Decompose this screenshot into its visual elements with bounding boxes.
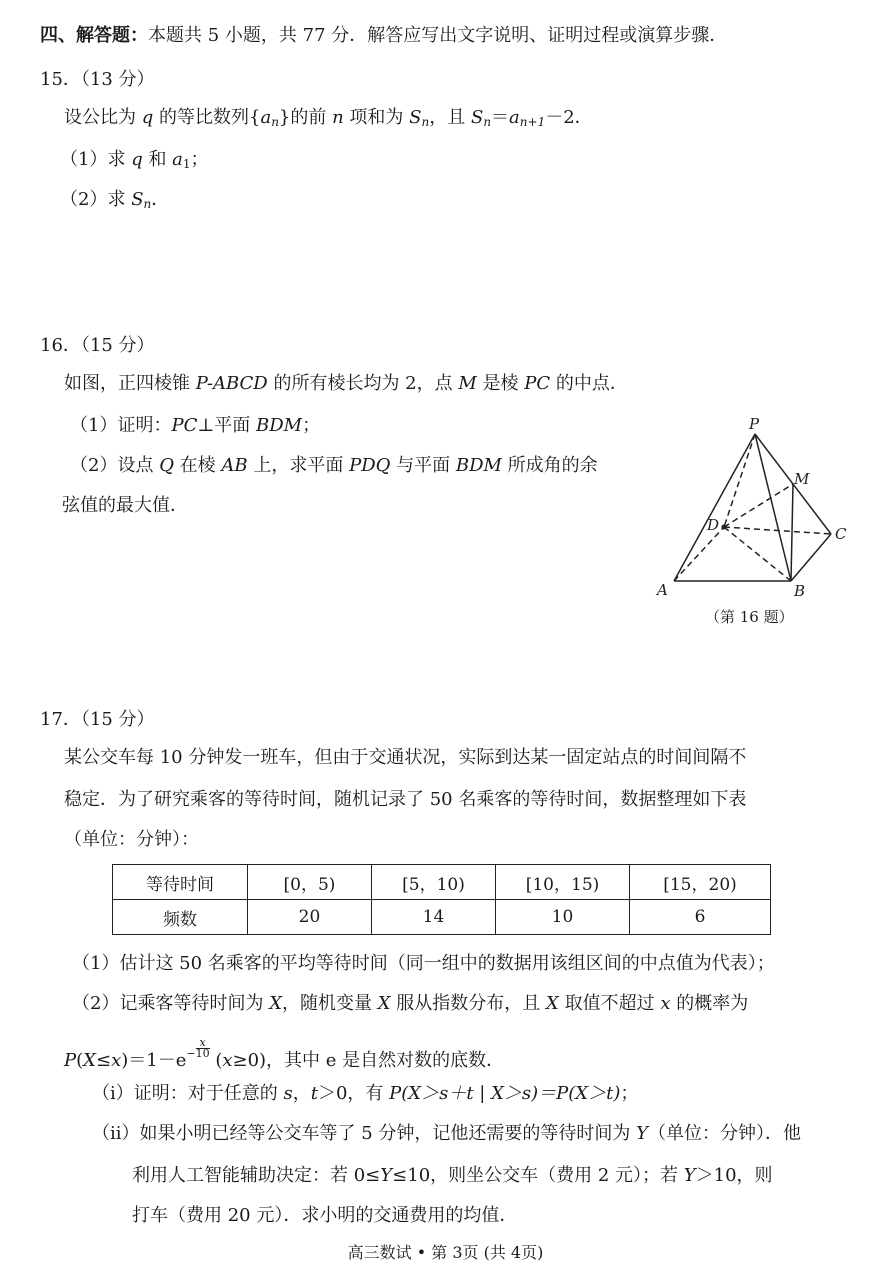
q17-formula: P(X≤x)＝1－e− $\frac{x}{10}$ (x≥0)，其中 e 是自然对数的底数． xyxy=(64,1036,505,1071)
q17-sub2-line1: （ii）如果小明已经等公交车等了 5 分钟，记他还需要的等待时间为 Y（单位：分钟）．他 xyxy=(92,1123,802,1144)
q16-part2-cont: 弦值的最大值． xyxy=(62,495,188,516)
label-B: B xyxy=(794,582,806,600)
q16-stem: 如图，正四棱锥 P-ABCD 的所有棱长均为 2，点 M 是棱 PC 的中点． xyxy=(64,373,628,394)
q15-stem: 设公比为 q 的等比数列$\{a_n\}$的前 n 项和为 $S_n$，且 $S_n=a_{n+1}-2$． xyxy=(64,107,593,129)
q17-sub1: （i）证明：对于任意的 s，t＞0，有 P(X＞s＋t | X＞s)＝P(X＞t)； xyxy=(92,1083,639,1104)
table-header-cell: 频数 xyxy=(113,900,248,935)
label-C: C xyxy=(835,525,847,543)
label-D: D xyxy=(707,516,720,534)
label-M: M xyxy=(794,470,810,488)
page-footer: 高三数试 • 第 3页 (共 4页) xyxy=(347,1243,544,1262)
q16-part2: （2）设点 Q 在棱 AB 上，求平面 PDQ 与平面 BDM 所成角的余 xyxy=(70,455,598,476)
edge-DM xyxy=(724,484,793,527)
q17-header: 17．（15 分） xyxy=(40,709,155,730)
edge-BM xyxy=(791,484,793,581)
exponent-fraction: − $\frac{x}{10}$ xyxy=(186,1036,210,1060)
section-header xyxy=(40,22,727,50)
table-cell: 10 xyxy=(496,900,630,935)
q17-sub2-line2: 利用人工智能辅助决定：若 0≤Y≤10，则坐公交车（费用 2 元）；若 Y＞10，则 xyxy=(132,1165,773,1186)
table-row xyxy=(113,865,771,900)
edge-PA xyxy=(674,434,755,581)
table-row xyxy=(113,900,771,935)
q17-part1: （1）估计这 50 名乘客的平均等待时间（同一组中的数据用该组区间的中点值为代表）； xyxy=(72,953,775,974)
table-cell: [5，10) xyxy=(372,865,496,900)
section-label: 四、解答题： xyxy=(40,25,148,46)
q17-stem-line2: 稳定．为了研究乘客的等待时间，随机记录了 50 名乘客的等待时间，数据整理如下表 xyxy=(64,789,747,810)
table-cell: 20 xyxy=(248,900,372,935)
q17-stem-line3: （单位：分钟）： xyxy=(64,829,199,850)
q17-stem-line1: 某公交车每 10 分钟发一班车，但由于交通状况，实际到达某一固定站点的时间间隔不 xyxy=(64,747,747,768)
table-cell: [10，15) xyxy=(496,865,630,900)
section-text: 本题共 5 小题，共 77 分．解答应写出文字说明、证明过程或演算步骤． xyxy=(148,25,728,46)
q15-part1: （1）求 q 和 $a_1$； xyxy=(60,149,209,171)
point-D-dot xyxy=(722,525,727,530)
table-header-cell: 等待时间 xyxy=(113,865,248,900)
q16-part1: （1）证明：PC⊥平面 BDM； xyxy=(70,415,321,436)
table-cell: 14 xyxy=(372,900,496,935)
frequency-table xyxy=(112,864,771,935)
table-cell: [0，5) xyxy=(248,865,372,900)
label-P: P xyxy=(749,415,760,433)
q17-part2: （2）记乘客等待时间为 X，随机变量 X 服从指数分布，且 X 取值不超过 x 的概率为 xyxy=(72,993,749,1014)
q16-header: 16．（15 分） xyxy=(40,335,155,356)
figure-caption: （第 16 题） xyxy=(705,608,794,626)
table-cell: [15，20) xyxy=(630,865,771,900)
q15-part2: （2）求 $S_n$． xyxy=(60,189,170,211)
edge-BC xyxy=(791,534,831,581)
edge-PB xyxy=(755,434,791,581)
pyramid-figure xyxy=(650,414,860,604)
q17-sub2-line3: 打车（费用 20 元）．求小明的交通费用的均值． xyxy=(132,1205,518,1226)
q15-header: 15．（13 分） xyxy=(40,69,155,90)
label-A: A xyxy=(657,581,668,599)
edge-DB xyxy=(724,527,791,581)
table-cell: 6 xyxy=(630,900,771,935)
